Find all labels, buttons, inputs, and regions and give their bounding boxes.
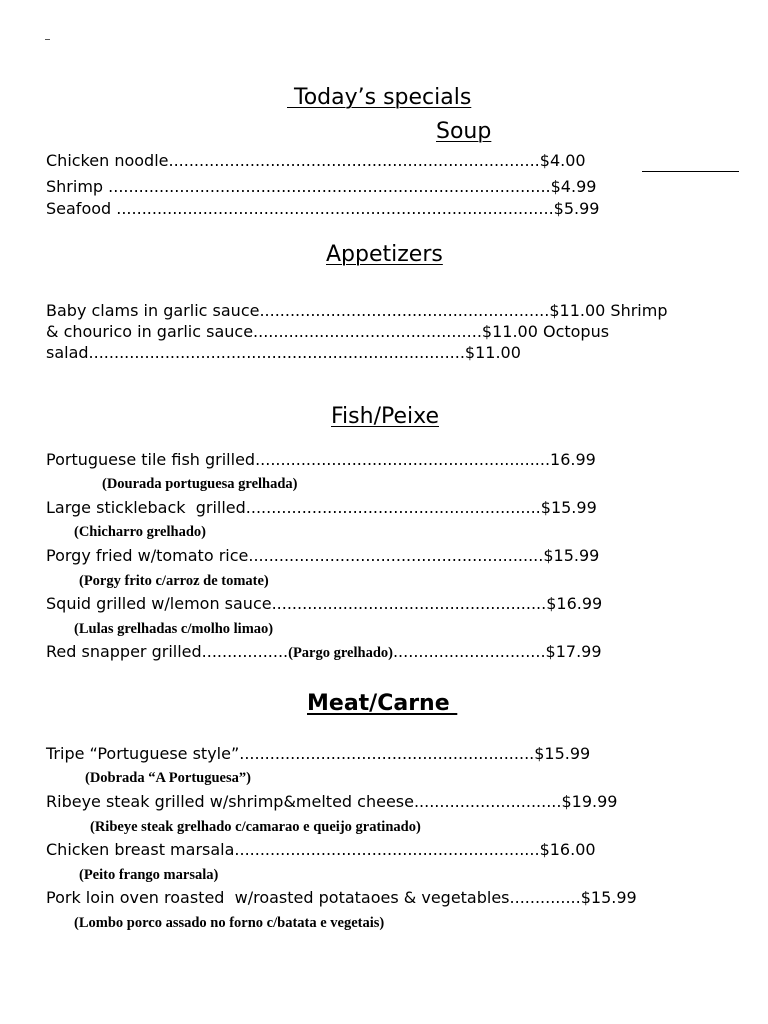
fish-last-translation: (Pargo grelhado) bbox=[288, 645, 393, 661]
meat-item: Tripe “Portuguese style”..........................................................$15.99 bbox=[46, 744, 591, 763]
meat-item-translation: (Peito frango marsala) bbox=[79, 867, 219, 883]
soup-item: Shrimp .......................................................................................$4.99 bbox=[46, 177, 597, 196]
fish-item-translation: (Lulas grelhadas c/molho limao) bbox=[74, 621, 274, 637]
meat-item: Chicken breast marsala............................................................$16.00 bbox=[46, 840, 596, 859]
meat-item-translation: (Lombo porco assado no forno c/batata e vegetais) bbox=[74, 915, 385, 931]
fish-item-translation: (Porgy frito c/arroz de tomate) bbox=[79, 573, 269, 589]
appetizers-line: salad..........................................................................$11.00 bbox=[46, 343, 521, 362]
corner-mark bbox=[45, 39, 50, 40]
page-title: Today’s specials bbox=[287, 85, 472, 110]
fish-last-name: Red snapper grilled................. bbox=[46, 642, 289, 661]
fish-item-translation: (Chicharro grelhado) bbox=[74, 524, 206, 540]
fish-last-price: ..............................$17.99 bbox=[392, 642, 602, 661]
meat-item: Ribeye steak grilled w/shrimp&melted cheese.............................$19.99 bbox=[46, 792, 618, 811]
soup-item: Chicken noodle.........................................................................$4.00 bbox=[46, 151, 586, 170]
meat-item: Pork loin oven roasted w/roasted potataoes & vegetables..............$15.99 bbox=[46, 888, 637, 907]
fish-item: Porgy fried w/tomato rice..........................................................$15.99 bbox=[46, 546, 600, 565]
appetizers-line: & chourico in garlic sauce.............................................$11.00 Octopus bbox=[46, 322, 610, 341]
soup-heading: Soup bbox=[436, 119, 492, 144]
fish-item-last bbox=[46, 642, 602, 662]
appetizers-heading: Appetizers bbox=[326, 242, 443, 267]
meat-item-translation: (Ribeye steak grelhado c/camarao e queijo gratinado) bbox=[90, 819, 421, 835]
fish-item: Squid grilled w/lemon sauce......................................................$16.99 bbox=[46, 594, 603, 613]
fish-heading: Fish/Peixe bbox=[331, 404, 439, 429]
meat-item-translation: (Dobrada “A Portuguesa”) bbox=[85, 770, 251, 786]
soup-item: Seafood ......................................................................................$5.99 bbox=[46, 199, 600, 218]
trailing-rule bbox=[642, 171, 739, 172]
meat-heading: Meat/Carne bbox=[307, 691, 458, 716]
fish-item-translation: (Dourada portuguesa grelhada) bbox=[102, 476, 298, 492]
appetizers-line: Baby clams in garlic sauce.........................................................$11.00 Shrimp bbox=[46, 301, 668, 320]
fish-item: Portuguese tile fish grilled..........................................................16.99 bbox=[46, 450, 596, 469]
fish-item: Large stickleback grilled..........................................................$15.99 bbox=[46, 498, 597, 517]
